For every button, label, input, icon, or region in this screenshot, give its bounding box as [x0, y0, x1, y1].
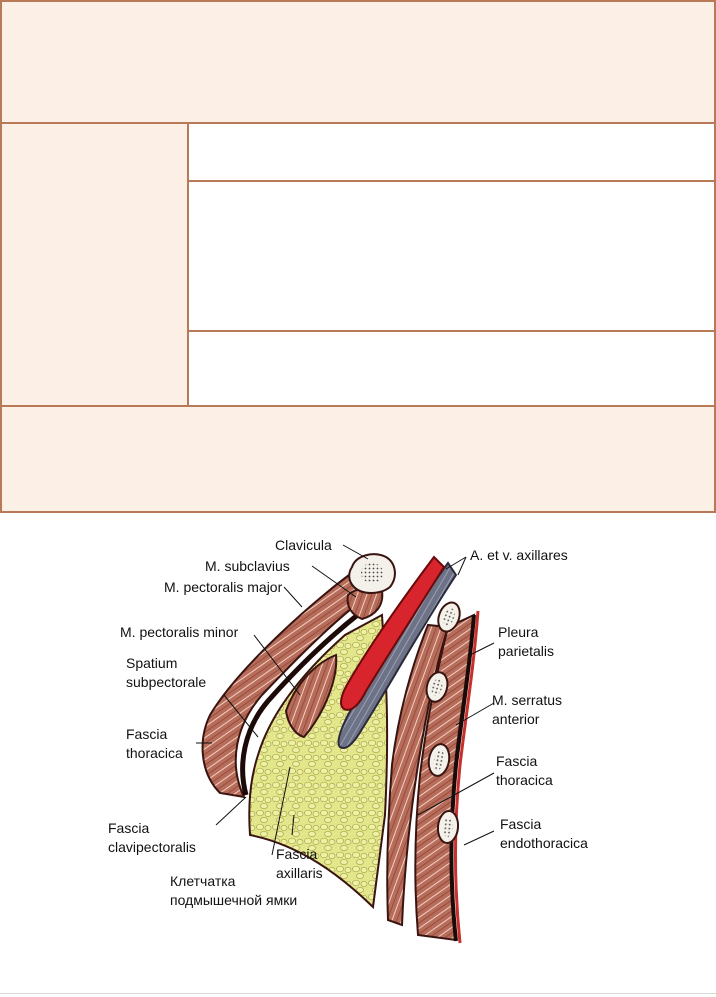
clavicle-marrow	[361, 563, 383, 583]
label-a-et-v-axillares: A. et v. axillares	[470, 547, 568, 563]
table-subrow-divider	[187, 180, 716, 182]
label-fascia-endothoracica-line2: endothoracica	[500, 835, 588, 851]
label-pleura-line2: parietalis	[498, 643, 555, 659]
label-m-serratus-line2: anterior	[492, 711, 540, 727]
label-fascia-axillaris-line1: Fascia	[276, 846, 318, 862]
label-fascia-thoracica-right-line1: Fascia	[496, 753, 538, 769]
table-subrow-divider	[187, 330, 716, 332]
label-spatium-line2: subpectorale	[126, 674, 207, 690]
label-fascia-clavipectoralis-line2: clavipectoralis	[108, 839, 196, 855]
label-m-pectoralis-major: M. pectoralis major	[164, 579, 283, 595]
label-m-pectoralis-minor: M. pectoralis minor	[120, 624, 239, 640]
label-fascia-thoracica-left-line1: Fascia	[126, 726, 168, 742]
page-bottom-rule	[0, 993, 716, 994]
axillary-fossa-section-diagram	[0, 515, 716, 990]
table-footer-cell	[1, 407, 715, 511]
table-border-left	[0, 0, 2, 513]
table-right-cell-2	[189, 182, 715, 330]
label-spatium-line1: Spatium	[126, 655, 178, 671]
label-kletchatka-line2: подмышечной ямки	[170, 892, 298, 908]
table-border-top	[0, 0, 716, 2]
table-left-cell	[1, 124, 187, 405]
label-m-serratus-line1: M. serratus	[492, 692, 563, 708]
label-fascia-axillaris-line2: axillaris	[276, 865, 323, 881]
label-pleura-line1: Pleura	[498, 624, 539, 640]
label-fascia-endothoracica-line1: Fascia	[500, 816, 542, 832]
table-border-bottom	[0, 511, 716, 513]
table-row-divider	[0, 122, 716, 124]
label-fascia-thoracica-right-line2: thoracica	[496, 772, 553, 788]
table-col-divider	[187, 122, 189, 407]
label-clavicula: Clavicula	[275, 537, 332, 553]
table-right-cell-1	[189, 124, 715, 180]
label-fascia-clavipectoralis-line1: Fascia	[108, 820, 150, 836]
table-right-cell-3	[189, 332, 715, 405]
label-kletchatka-line1: Клетчатка	[170, 873, 236, 889]
table-row-divider	[0, 405, 716, 407]
label-fascia-thoracica-left-line2: thoracica	[126, 745, 183, 761]
label-m-subclavius: M. subclavius	[205, 558, 290, 574]
table-header-cell	[1, 1, 715, 123]
